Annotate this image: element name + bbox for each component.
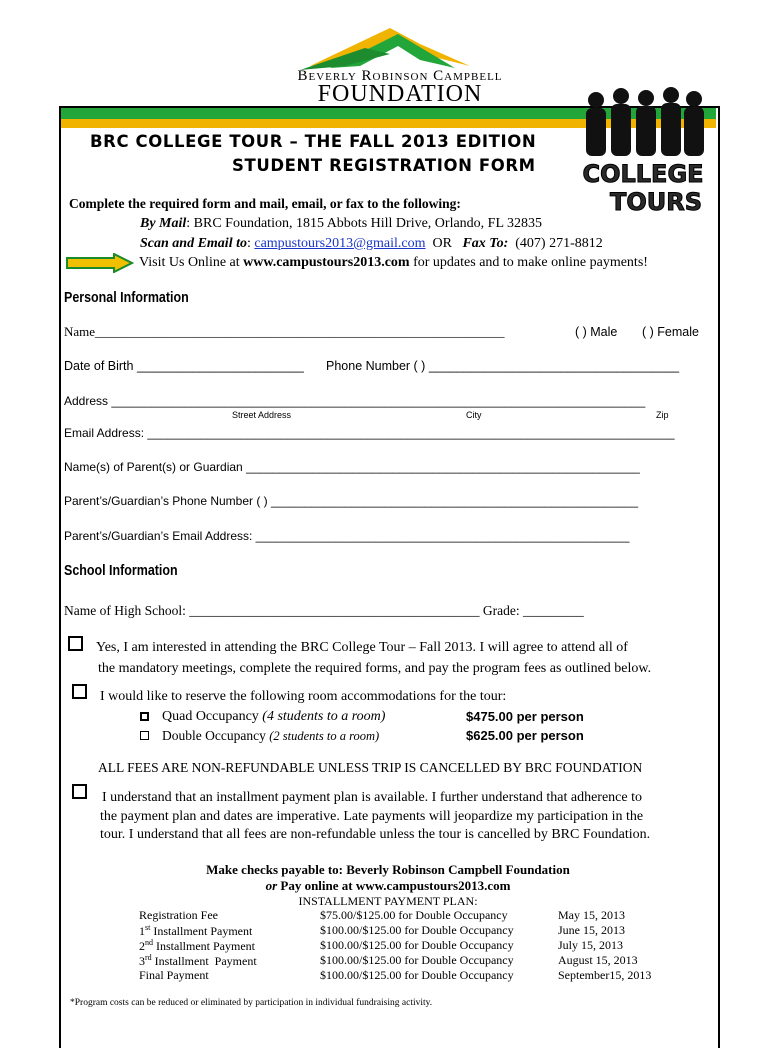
- pay-online-line: [62, 878, 714, 894]
- rooms-intro: I would like to reserve the following room accommodations for the tour:: [100, 689, 507, 704]
- tours-line2: TOURS: [609, 188, 703, 216]
- instructions-intro: Complete the required form and mail, email, or fax to the following:: [69, 196, 461, 211]
- pay-online-text: Pay online at www.campustours2013.com: [277, 878, 511, 893]
- parent-name-field[interactable]: Name(s) of Parent(s) or Guardian ___________________________________________________________: [64, 460, 640, 474]
- plan-title: INSTALLMENT PAYMENT PLAN:: [298, 894, 478, 908]
- installment-checkbox[interactable]: [72, 784, 87, 799]
- logo-line1: Beverly Robinson Campbell: [297, 68, 503, 84]
- mail-label: By Mail: [140, 216, 187, 231]
- city-label: City: [466, 410, 482, 420]
- foundation-logo: [270, 18, 530, 108]
- quad-note: (4 students to a room): [262, 709, 386, 724]
- personal-info-heading: Personal Information: [64, 290, 189, 306]
- plan-row-amount: $75.00/$125.00 for Double Occupancy: [320, 908, 508, 922]
- parent-phone-field[interactable]: Parent’s/Guardian’s Phone Number ( ) _______________________________________________________: [64, 494, 639, 508]
- plan-row-date: July 15, 2013: [558, 938, 624, 952]
- fax-number: (407) 271-8812: [515, 236, 603, 251]
- room-checkbox[interactable]: [72, 684, 87, 699]
- installment-line1: I understand that an installment payment plan is available. I further understand that adherence to: [102, 790, 642, 805]
- female-option[interactable]: ( ) Female: [642, 325, 699, 339]
- installment-line2: the payment plan and dates are imperative. Late payments will jeopardize my participation in the: [100, 809, 644, 824]
- quad-price: $475.00 per person: [466, 709, 584, 724]
- plan-row-date: May 15, 2013: [558, 908, 625, 922]
- mail-line: [140, 216, 542, 232]
- quad-option: [162, 709, 385, 725]
- double-price: $625.00 per person: [466, 728, 584, 743]
- agreement-line2: the mandatory meetings, complete the required forms, and pay the program fees as outlined below.: [98, 661, 652, 676]
- form-title: BRC COLLEGE TOUR – THE FALL 2013 EDITION: [90, 132, 537, 151]
- email-label: Scan and Email to: [140, 236, 247, 251]
- online-line: [139, 255, 648, 271]
- agreement-line1: Yes, I am interested in attending the BRC College Tour – Fall 2013. I will agree to attend all of: [96, 640, 628, 655]
- tours-line1: COLLEGE: [582, 160, 704, 188]
- plan-row-item: Final Payment: [139, 968, 209, 982]
- logo-line2: FOUNDATION: [317, 81, 483, 107]
- email-link[interactable]: campustours2013@gmail.com: [254, 236, 426, 251]
- parent-email-field[interactable]: Parent’s/Guardian’s Email Address: ________________________________________________________: [64, 529, 630, 543]
- name-field[interactable]: Name_______________________________________________________________: [64, 324, 505, 339]
- street-label: Street Address: [232, 410, 292, 420]
- plan-row-amount: $100.00/$125.00 for Double Occupancy: [320, 953, 514, 967]
- form-subtitle: STUDENT REGISTRATION FORM: [232, 156, 536, 175]
- plan-row-amount: $100.00/$125.00 for Double Occupancy: [320, 938, 514, 952]
- double-label: Double Occupancy: [162, 728, 270, 743]
- online-pre: Visit Us Online at: [139, 255, 244, 270]
- online-url[interactable]: www.campustours2013.com: [243, 255, 410, 270]
- email-fax-line: [140, 236, 603, 252]
- school-info-heading: School Information: [64, 563, 178, 579]
- fax-label: Fax To:: [462, 236, 509, 251]
- plan-row-item: Registration Fee: [139, 908, 218, 922]
- footnote: *Program costs can be reduced or eliminated by participation in individual fundraising activity.: [70, 998, 433, 1008]
- plan-row-item: 2nd Installment Payment: [139, 938, 255, 953]
- arrow-right-icon: [66, 253, 134, 273]
- plan-row-amount: $100.00/$125.00 for Double Occupancy: [320, 923, 514, 937]
- double-option: [162, 728, 379, 744]
- email-field[interactable]: Email Address: _______________________________________________________________________________: [64, 426, 675, 440]
- plan-row-date: September15, 2013: [558, 968, 652, 982]
- address-field[interactable]: Address ________________________________________________________________________________: [64, 394, 646, 408]
- online-post: for updates and to make online payments!: [409, 255, 648, 270]
- plan-row-item: 3rd Installment Payment: [139, 953, 257, 968]
- zip-label: Zip: [656, 410, 669, 420]
- plan-row-date: June 15, 2013: [558, 923, 625, 937]
- or-text: OR: [432, 236, 452, 251]
- or-italic: or: [265, 878, 278, 893]
- plan-row-amount: $100.00/$125.00 for Double Occupancy: [320, 968, 514, 982]
- plan-row-date: August 15, 2013: [558, 953, 638, 967]
- high-school-field[interactable]: Name of High School: ___________________________________________ Grade: _________: [64, 603, 584, 618]
- plan-row-item: 1st Installment Payment: [139, 923, 253, 938]
- mountain-logo-icon: [270, 18, 530, 74]
- nonrefund-notice: ALL FEES ARE NON-REFUNDABLE UNLESS TRIP IS CANCELLED BY BRC FOUNDATION: [98, 760, 643, 775]
- college-tours-graphic: [566, 86, 720, 218]
- double-note: (2 students to a room): [269, 729, 380, 743]
- quad-label: Quad Occupancy: [162, 709, 263, 724]
- quad-checkbox[interactable]: [140, 712, 149, 721]
- phone-field[interactable]: Phone Number ( ) ____________________________________: [326, 359, 680, 373]
- mail-address: : BRC Foundation, 1815 Abbots Hill Drive, Orlando, FL 32835: [186, 216, 542, 231]
- installment-line3: tour. I understand that all fees are non-refundable unless the tour is cancelled by BRC Foundation.: [100, 827, 651, 842]
- male-option[interactable]: ( ) Male: [575, 325, 618, 339]
- checks-payable: Make checks payable to: Beverly Robinson Campbell Foundation: [206, 862, 570, 877]
- students-silhouette-icon: [566, 86, 720, 218]
- dob-field[interactable]: Date of Birth ________________________: [64, 359, 304, 373]
- email-colon: :: [246, 236, 255, 251]
- interest-checkbox[interactable]: [68, 636, 83, 651]
- double-checkbox[interactable]: [140, 731, 149, 740]
